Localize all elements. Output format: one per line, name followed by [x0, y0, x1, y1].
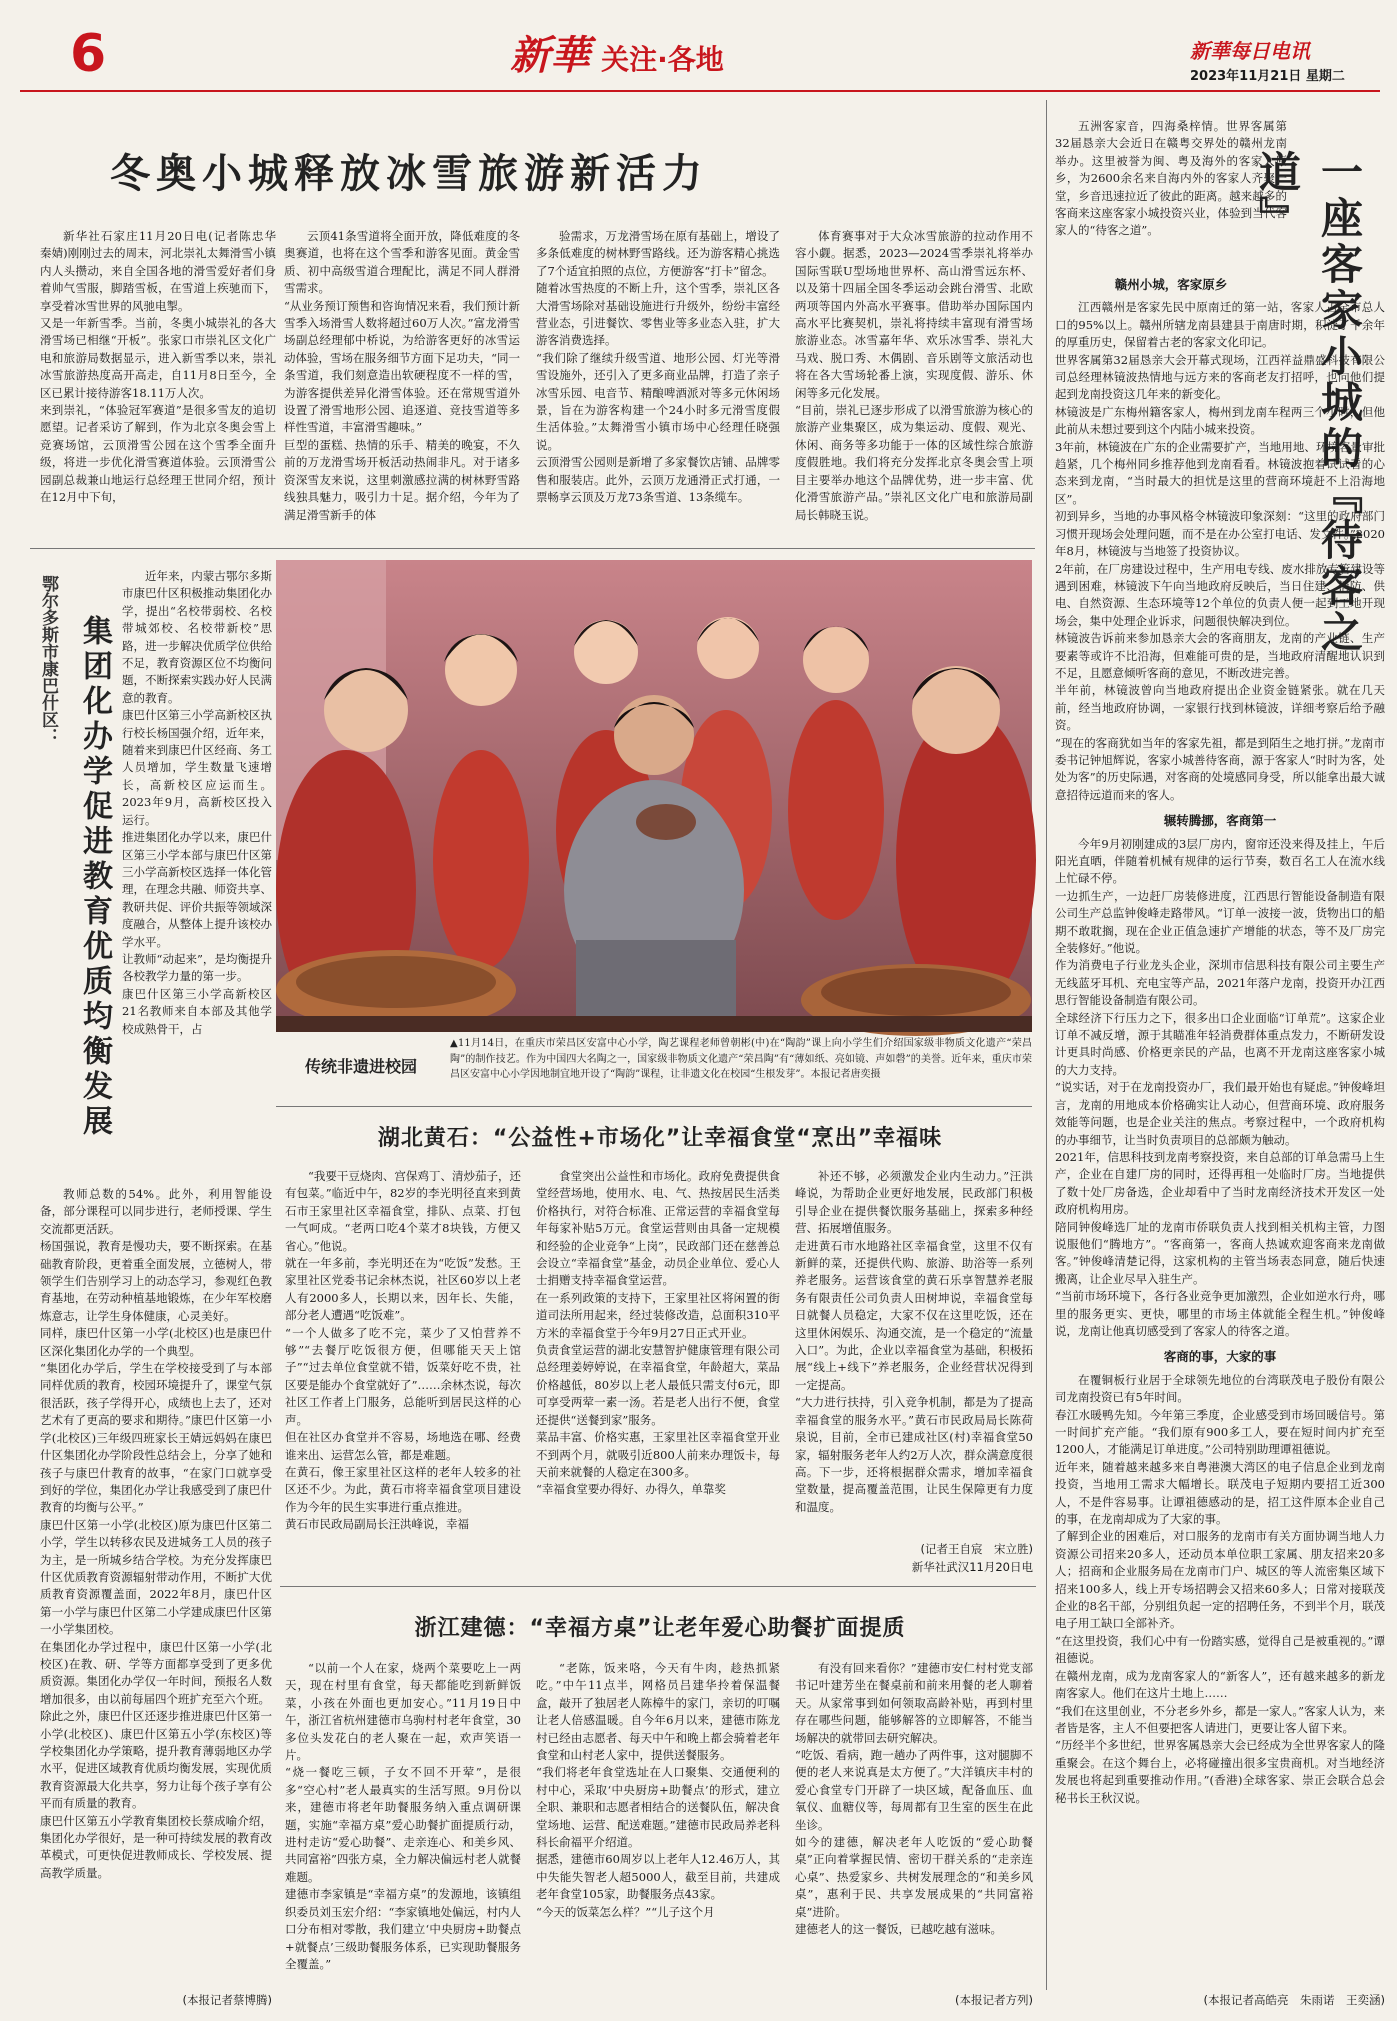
zhejiang-col-2-text: “老陈，饭来咯，今天有牛肉，趁热抓紧吃。”中午11点半，网格员吕建华拎着保温餐盒，敲开了独居老人陈樟牛的家门，亲切的叮嘱让老人倍感温暖。自今年6月以来，建德市陈龙村已经由志愿者、每天中午和晚上都会骑着老年食堂和山村老人家中，提供送餐服务。 “我们将老年食堂选址在人口聚集、交通便利的村中心，采取‘中央厨房+助餐点’的形式，建立全职、兼职和志愿者相结合的送餐队伍，解决食堂场地、运营、配送难题。”建德市民政局养老科科长俞福平介绍道。 据悉，建德市60周岁以上老年人12.46万人，其中失能失智老人超5000人，截至目前，共建成老年食堂105家，助餐服务点43家。 “今天的饭菜怎么样？”“儿子这个月 [536, 1661, 780, 1919]
photo-caption: ▲11月14日，在重庆市荣昌区安富中心小学，陶艺课程老师曾朝彬(中)在“陶韵”课上向小学生们介绍国家级非物质文化遗产“荣昌陶”的制作技艺。作为中国四大名陶之一，国家级非物质文化遗产“荣昌陶”有“薄如纸、亮如镜、声如磬”的美誉。近年来，重庆市荣昌区安富中心小学因地制宜地开设了“陶韵”课程，让非遗文化在校园“生根发芽”。本报记者唐奕摄 [450, 1038, 1032, 1080]
hubei-credit: (记者王自宸 宋立胜) 新华社武汉11月20日电 [911, 1542, 1033, 1574]
main-col-2-text: 云顶41条雪道将全面开放，降低难度的冬奥赛道，也将在这个雪季和游客见面。黄金雪质、初中高级雪道合理配比，满足不同人群滑雪需求。 “从业务预订预售和咨询情况来看，我们预计新雪季入场滑雪人数将超过60万人次。”富龙滑雪场副总经理郁中桥说，为给游客更好的冰雪运动体验，雪场在服务细节方面下足功夫，“同一条雪道，我们刻意造出软硬程度不一样的雪，为游客提供差异化滑雪体验。还在常规雪道外设置了滑雪地形公园、追逐道、竞技雪道等多样性雪道，丰富滑雪趣味。” 巨型的蛋糕、热情的乐手、精美的晚宴，不久前的万龙滑雪场开板活动热闹非凡。对于诸多资深雪友来说，这里刺激感拉满的树林野雪路线独具魅力，吸引力十足。据介绍，今年为了满足滑雪新手的体 [284, 229, 520, 522]
main-article-col-2 [284, 228, 520, 544]
photo-illustration [276, 560, 1032, 1032]
zhejiang-col-1-text: “以前一个人在家，烧两个菜要吃上一两天，现在村里有食堂，每天都能吃到新鲜饭菜，小孩在外面也更加安心。”11月19日中午，浙江省杭州建德市乌驹村村老年食堂，30多位头发花白的老人聚在一起，欢声笑语一片。 “烧一餐吃三顿，子女不回不开荤”，是很多“空心村”老人最真实的生活写照。9月份以来，建德市将老年助餐服务纳入重点调研课题，实施“幸福方桌”爱心助餐扩面提质行动，进村走访“爱心助餐”、走亲连心、和美乡风、共同富裕”四张方桌，全力解决偏远村老人就餐难题。 建德市李家镇是“幸福方桌”的发源地，该镇组织委员刘玉宏介绍：“李家镇地处偏远，村内人口分布相对零散，我们建立‘中央厨房+助餐点+就餐点’三级助餐服务体系，已实现助餐服务全覆盖。” [285, 1661, 521, 1971]
main-col-1-text: 新华社石家庄11月20日电(记者陈忠华 秦婧)刚刚过去的周末，河北崇礼太舞滑雪小镇内人头攒动，来自全国各地的滑雪爱好者们身着帅气雪服，脚踏雪板，在雪道上疾驰而下，享受着冰雪世界的风驰电掣。 又是一年新雪季。当前，冬奥小城崇礼的各大滑雪场已相继“开板”。张家口市崇礼区文化广电和旅游局数据显示，进入新雪季以来，崇礼冰雪旅游热度高开高走，自11月8日至今，全区已累计接待游客18.11万人次。 来到崇礼，“体验冠军赛道”是很多雪友的追切愿望。记者采访了解到，作为北京冬奥会雪上竞赛场馆，云顶滑雪公园在这个雪季全面升级，将进一步优化滑雪赛道体验。云顶滑雪公园副总裁兼山地运行总经理王世同介绍，预计在12月中下旬， [40, 229, 276, 505]
zhejiang-credit: (本报记者方列) [955, 1993, 1033, 2007]
ordos-wide-body: 教师总数的54%。此外，利用智能设备，部分课程可以同步进行，老师授课、学生交流都更活跃。 杨国强说，教育是慢功夫，要不断探索。在基础教育阶段，更着重全面发展，立德树人，带领学生们告别学习上的动态学习，参观红色教育基地，在劳动种植基地锻炼，在少年军校磨炼意志，让学生身体健康，心灵美好。 同样，康巴什区第一小学(北校区)也是康巴什区深化集团化办学的一个典型。 “集团化办学后，学生在学校接受到了与本部同样优质的教育，校园环境提升了，课堂气氛很活跃，孩子学得开心，成绩也上去了，还对艺术有了更高的要求和期待。”康巴什区第一小学(北校区)三年级四班家长王婧远妈妈在康巴什区集团化办学阶段性总结会上，分享了她和孩子与康巴什教育的故事，“在家门口就享受到好的学位，集团化办学让我感受到了康巴什教育的均衡与公平。” 康巴什区第一小学(北校区)原为康巴什区第二小学，学生以转移农民及进城务工人员的孩子为主，是一所城乡结合学校。为充分发挥康巴什区优质教育资源辐射带动作用，不断扩大优质教育资源覆盖面，2022年8月，康巴什区第一小学与康巴什区第二小学建成康巴什区第一小学集团校。 在集团化办学过程中，康巴什区第一小学(北校区)在教、研、学等方面都享受到了更多优质资源。集团化办学仅一年时间，预报名人数增加很多，由以前每届四个班扩充至六个班。 除此之外，康巴什区还逐步推进康巴什区第一小学(北校区)、康巴什区第五小学(东校区)等学校集团化办学策略，提升教育薄弱地区办学水平，促进区域教育优质均衡发展，实现优质教育资源最大化共享，努力让每个孩子享有公平而有质量的教育。 康巴什区第五小学教育集团校长蔡成喻介绍，集团化办学很好，是一种可持续发展的教育改革模式，可更快促进教师成长、学校发展、提高教学质量。 [40, 1187, 272, 1880]
page-header [0, 0, 1397, 92]
hakka-section-2-text: 今年9月初刚建成的3层厂房内，窗帘还没来得及挂上，午后阳光直晒，伴随着机械有规律的运行节奏，数百名工人在流水线上忙碌不停。 一边抓生产，一边赶厂房装修进度，江西思行智能设备制造有限公司生产总监钟俊峰走路带风。“订单一波接一波，货物出口的船期不敢耽搁，现在企业正值急速扩产增能的状态，等不及厂房完全装修好。”他说。 作为消费电子行业龙头企业，深圳市信思科技有限公司主要生产无线蓝牙耳机、充电宝等产品，2021年落户龙南，投资开办江西思行智能设备制造有限公司。 全球经济下行压力之下，很多出口企业面临“订单荒”。这家企业订单不减反增，源于其瞄准年轻消费群体重点发力，不断研发设计更具时尚感、价格更亲民的产品，也离不开龙南这座客家小城的大力支持。 “说实话，对于在龙南投资办厂，我们最开始也有疑虑。”钟俊峰坦言，龙南的用地成本价格确实让人动心，但营商环境、政府服务效能等问题，也是企业关注的焦点。考察过程中，一个政府机构的办事细节，让当时负责项目的总部颇为触动。 2021年，信思科技到龙南考察投资，来自总部的订单急需马上生产，企业在自建厂房的同时，还得再租一处临时厂房。当地提供了数十处厂房备选，企业却看中了当时龙南经济技术开发区一处政府机构用房。 陪同钟俊峰选厂址的龙南市侨联负责人找到相关机构主管，力图说服他们“腾地方”。“客商第一，客商人热诚欢迎客商来龙南做客。”钟俊峰清楚记得，这家机构的主管当场表态同意，随后快速搬离，让企业尽早入驻生产。 “当前市场环境下，各行各业竞争更加激烈，企业如逆水行舟，哪里的服务更实、更快，哪里的市场主体就能全程生机。”钟俊峰说，龙南让他真切感受到了客家人的待客之道。 [1055, 836, 1385, 1338]
hakka-intro-text: 五洲客家音，四海桑梓情。世界客属第32届恳亲大会近日在赣粤交界处的赣州龙南举办。这里被誉为闽、粤及海外的客家人原乡，为2600余名来自海内外的客家人齐聚一堂，乡音迅速拉近了彼此的距离。越来越多的客商来这座客家小城投资兴业，体验到当代客家人的“待客之道”。 [1055, 119, 1287, 238]
hubei-col-3 [795, 1168, 1033, 1538]
right-column-divider [1046, 100, 1047, 1990]
photo-label: 传统非遗进校园 [304, 1057, 417, 1076]
feature-photo [276, 560, 1032, 1032]
ordos-narrow-text [122, 568, 272, 1188]
header-rule [20, 90, 1380, 92]
hubei-col-2-text: 食堂突出公益性和市场化。政府免费提供食堂经营场地，使用水、电、气、热按居民生活类价格执行，对符合标准、正常运营的幸福食堂每年每家补贴5万元。食堂运营则由具备一定规模和经验的企业竞争“上岗”，民政部门还在慈善总会设立“幸福食堂”基金，动员企业单位、爱心人士捐赠支持幸福食堂运营。 在一系列政策的支持下，王家里社区将闲置的街道司法所用起来，经过装修改造，总面积310平方米的幸福食堂于今年9月27日正式开业。 负责食堂运营的湖北安慧智护健康管理有限公司总经理姜婷婷说，在幸福食堂，年龄超大，菜品价格越低，80岁以上老人最低只需支付6元，即可享受两荤一素一汤。若是老人出行不便，食堂还提供“送餐到家”服务。 菜品丰富、价格实惠，王家里社区幸福食堂开业不到两个月，就吸引近800人前来办理饭卡，每天前来就餐的人稳定在300多。 “幸福食堂要办得好、办得久，单靠奖 [536, 1169, 780, 1497]
main-article-col-3 [536, 228, 780, 544]
zhejiang-col-1 [285, 1660, 521, 1990]
zhejiang-headline: 浙江建德：“幸福方桌”让老年爱心助餐扩面提质 [414, 1616, 906, 1641]
ordos-headline: 集团化办学促进教育优质均衡发展 [77, 615, 112, 1140]
brand-logo-right: 新華每日电讯 [1190, 39, 1310, 63]
zhejiang-col-3 [795, 1660, 1033, 1990]
photo-label-box [276, 1034, 446, 1100]
main-article-col-4 [795, 228, 1033, 544]
hubei-col-2 [536, 1168, 780, 1580]
ordos-side-label: 鄂尔多斯市康巴什区： [38, 575, 58, 745]
main-col-4-text: 体育赛事对于大众冰雪旅游的拉动作用不容小觑。据悉，2023—2024雪季崇礼将举办国际雪联U型场地世界杯、高山滑雪远东杯、以及第十四届全国冬季运动会跳台滑雪、北欧两项等国内外高水平赛事。借助举办国际国内高水平比赛契机，崇礼将持续丰富现有滑雪场旅游业态。冰雪嘉年华、欢乐冰雪季、崇礼大马戏、脱口秀、木偶剧、音乐剧等文旅活动也将在各大雪场轮番上演，实现度假、游乐、休闲等多元化发展。 “目前，崇礼已逐步形成了以滑雪旅游为核心的旅游产业集聚区，成为集运动、度假、观光、休闲、商务等多功能于一体的区域性综合旅游度假胜地。我们将充分发挥北京冬奥会雪上项目主要举办地这个品牌优势，进一步丰富、优化滑雪旅游产品。”崇礼区文化广电和旅游局副局长韩晓玉说。 [795, 229, 1033, 522]
section-masthead [510, 30, 930, 82]
page-number: 6 [70, 24, 107, 84]
ordos-top-rule [30, 548, 1035, 549]
hubei-col-1 [285, 1168, 521, 1580]
photo-bottom-rule [276, 1106, 1032, 1107]
hakka-body [1055, 268, 1385, 1988]
photo-caption-box [450, 1036, 1032, 1102]
zhejiang-col-3-text: 有没有回来看你？”建德市安仁村村党支部书记叶建芳坐在餐桌前和前来用餐的老人聊着天。从家常事到如何领取高龄补贴，再到村里存在哪些问题，能够解答的立即解答，不能当场解决的就带回去研究解决。 “吃饭、看病，跑一趟办了两件事，这对腿脚不便的老人来说真是太方便了。”大洋镇庆丰村的爱心食堂专门开辟了一块区域，配备血压、血氧仪、血糖仪等，每周都有卫生室的医生在此坐诊。 如今的建德，解决老年人吃饭的“爱心助餐桌”正向着掌握民情、密切干群关系的“走亲连心桌”、热爱家乡、共树发展理念的“和美乡风桌”，惠利于民、共享发展成果的“共同富裕桌”进阶。 建德老人的这一餐饭，已越吃越有滋味。 [795, 1661, 1033, 1937]
hubei-bottom-rule [280, 1586, 1036, 1587]
main-col-3-text: 验需求，万龙滑雪场在原有基础上，增设了多条低难度的树林野雪路线。还为游客精心挑选了7个适宜拍照的点位，方便游客“打卡”留念。 随着冰雪热度的不断上升，这个雪季，崇礼区各大滑雪场除对基础设施进行升级外，纷纷丰富经营业态，引进餐饮、零售业等多业态入驻，扩大游客消费选择。 “我们除了继续升级雪道、地形公园、灯光等滑雪设施外，还引入了更多商业品牌，打造了亲子冰雪乐园、电音节、精酿啤酒派对等多元休闲场景，旨在为游客构建一个24小时多元滑雪度假生活体验。”太舞滑雪小镇市场中心经理任晓强说。 云顶滑雪公园则是新增了多家餐饮店铺、品牌零售和服装店。此外，云顶万龙通滑正式打通，一票畅享云顶及万龙73条雪道、13条缆车。 [536, 229, 780, 505]
hakka-subhead-3: 客商的事，大家的事 [1163, 1349, 1277, 1365]
hakka-subhead-2: 辗转腾挪，客商第一 [1163, 813, 1277, 829]
hakka-headline: 一座客家小城的『待客之道』 [1253, 150, 1364, 656]
main-article-col-1 [40, 228, 276, 544]
ordos-wide-text [40, 1186, 272, 1976]
ordos-credit: (本报记者蔡博腾) [182, 1993, 272, 2007]
zhejiang-col-2 [536, 1660, 780, 1990]
hakka-subhead-1: 赣州小城，客家原乡 [1114, 277, 1228, 292]
hakka-section-1-text: 江西赣州是客家先民中原南迁的第一站，客家人占全市总人口的95%以上。赣州所辖龙南县建县于南唐时期，积淀了千余年的厚重历史，保留着古老的客家文化印记。 世界客属第32届恳亲大会开幕式现场，江西祥益鼎盛科技有限公司总经理林镜波热情地与远方来的客商老友打招呼，也向他们提起到龙南投资这几年来的新变化。 林镜波是广东梅州籍客家人，梅州到龙南车程两三个小时，但他此前从未想过要到这个内陆小城来投资。 3年前，林镜波在广东的企业需要扩产，当地用地、环境容量审批趋紧，几个梅州同乡推荐他到龙南看看。林镜波抱着试试看的心态来到龙南，“当时最大的担忧是这里的营商环境赶不上沿海地区”。 初到异乡，当地的办事风格令林镜波印象深刻：“这里的政府部门习惯开现场会处理问题，而不是在办公室打电话、发文件。”2020年8月，林镜波与当地签了投资协议。 2年前，在厂房建设过程中，生产用电专线、废水排放专管建设等遇到困难，林镜波下午向当地政府反映后，当日住建、消防、供电、自然资源、生态环境等12个单位的负责人便一起到工地开现场会，集中处理企业诉求，问题很快解决到位。 林镜波告诉前来参加恳亲大会的客商朋友，龙南的产业链、生产要素等或许不比沿海，但难能可贵的是，当地政府清醒地认识到不足，且愿意倾听客商的意见，不断改进完善。 半年前，林镜波曾向当地政府提出企业资金链紧张。就在几天前，经当地政府协调，一家银行找到林镜波，详细考察后给予融资。 “现在的客商犹如当年的客家先祖，都是到陌生之地打拼。”龙南市委书记钟旭辉说，客家小城善待客商，源于客家人“时时为客，处处为客”的历史际遇，对客商的处境感同身受，所以能拿出最大诚意招待远道而来的客人。 [1055, 300, 1385, 802]
hakka-section-3-text: 在覆铜板行业居于全球领先地位的台湾联茂电子股份有限公司龙南投资已有5年时间。 春江水暖鸭先知。今年第三季度，企业感受到市场回暖信号。第一时间扩充产能。“我们原有900多工人，要在短时间内扩充至1200人，才能满足订单进度。”公司特别助理谭祖德说。 近年来，随着越来越多来自粤港澳大湾区的电子信息企业到龙南投资，当地用工需求大幅增长。联茂电子短期内要招工近300人，不是件容易事。让谭祖德感动的是，招工这件原本企业自己的事，在龙南却成为了大家的事。 了解到企业的困难后，对口服务的龙南市有关方面协调当地人力资源公司招来20多人，还动员本单位职工家属、朋友招来20多人；招商和企业服务局在龙南市门户、城区的等人流密集区域下招来100多人，线上开专场招聘会又招来60多人；日常对接联茂企业的8名干部，分别组负起一定的招聘任务，不到半个月，联茂电子用工缺口全部补齐。 “在这里投资，我们心中有一份踏实感，觉得自己是被重视的。”谭祖德说。 在赣州龙南，成为龙南客家人的“新客人”，还有越来越多的新龙南客家人。他们在这片土地上…… “我们在这里创业，不分老乡外乡，都是一家人。”客家人认为，来者皆是客，主人不但要把客人请进门，更要让客人留下来。 “历经半个多世纪，世界客属恳亲大会已经成为全世界客家人的隆重聚会。在这个舞台上，必将碰撞出很多宝贵商机。对当地经济发展也将起到重要推动作用。”(香港)全球客家、崇正会联合总会秘书长王秋汉说。 [1055, 1372, 1385, 1805]
issue-date: 2023年11月21日 星期二 [1190, 69, 1345, 84]
ordos-narrow-body: 近年来，内蒙古鄂尔多斯市康巴什区积极推动集团化办学，提出“名校带弱校、名校带城郊校、名校带新校”思路，进一步解决优质学位供给不足，教育资源区位不均衡问题，不断探索实践办好人民满意的教育。 康巴什区第三小学高新校区执行校长杨国强介绍，近年来，随着来到康巴什区经商、务工人员增加，学生数量飞速增长，高新校区应运而生。2023年9月，高新校区投入运行。 推进集团化办学以来，康巴什区第三小学本部与康巴什区第三小学高新校区选择一体化管理，在理念共融、师资共享、教研共促、评价共振等领域深度融合，从整体上提升该校办学水平。 让教师“动起来”，是均衡提升各校教学力量的第一步。 康巴什区第三小学高新校区21名教师来自本部及其他学校成熟骨干，占 [122, 569, 272, 1036]
hubei-col-1-text: “我要干豆烧肉、宫保鸡丁、清炒茄子，还有包菜。”临近中午，82岁的李光明径直来到黄石市王家里社区幸福食堂，排队、点菜、打包一气呵成。“老两口吃4个菜才8块钱，方便又省心。”他说。 就在一年多前，李光明还在为“吃饭”发愁。王家里社区党委书记余林杰说，社区60岁以上老人有2000多人，长期以来，因年长、失能，部分老人遭遇“吃饭难”。 “一个人做多了吃不完，菜少了又怕营养不够”“去餐厅吃饭很方便，但哪能天天上馆子”“过去单位食堂就不错，饭菜好吃不贵，社区要是能办个食堂就好了”……余林杰说，每次社区工作者上门服务，总能听到居民这样的心声。 但在社区办食堂并不容易，场地选在哪、经费谁来出、运营怎么管，都是难题。 在黄石，像王家里社区这样的老年人较多的社区还不少。为此，黄石市将幸福食堂项目建设作为今年的民生实事进行重点推进。 黄石市民政局副局长汪洪峰说，幸福 [285, 1169, 521, 1532]
hakka-credit: (本报记者高皓亮 朱雨诺 王奕涵) [1203, 1993, 1385, 2007]
main-headline: 冬奥小城释放冰雪旅游新活力 [110, 151, 708, 197]
brand-logo-left: 新華 [510, 32, 590, 79]
hubei-headline: 湖北黄石：“公益性+市场化”让幸福食堂“烹出”幸福味 [377, 1126, 943, 1151]
hubei-col-3-text: 补还不够，必须激发企业内生动力。”汪洪峰说，为帮助企业更好地发展，民政部门积极引导企业在提供餐饮服务基础上，探索多种经营、拓展增值服务。 走进黄石市水地路社区幸福食堂，这里不仅有新鲜的菜，还提供代购、旅游、助浴等一系列养老服务。运营该食堂的黄石乐享智慧养老服务有限责任公司负责人田树坤说，幸福食堂每日就餐人员稳定，大家不仅在这里吃饭，还在这里休闲娱乐、沟通交流，是一个稳定的“流量入口”。为此，企业以幸福食堂为基础，积极拓展“线上+线下”养老服务，企业经营状况得到一定提高。 “大力进行扶持，引入竞争机制，都是为了提高幸福食堂的服务水平。”黄石市民政局局长陈荷泉说，目前，全市已建成社区(村)幸福食堂50家，辐射服务老年人约2万人次，群众满意度很高。下一步，还将根据群众需求，增加幸福食堂数量，提高覆盖范围，让民生保障更有力度和温度。 [795, 1169, 1033, 1514]
section-title: 关注·各地 [601, 43, 724, 76]
